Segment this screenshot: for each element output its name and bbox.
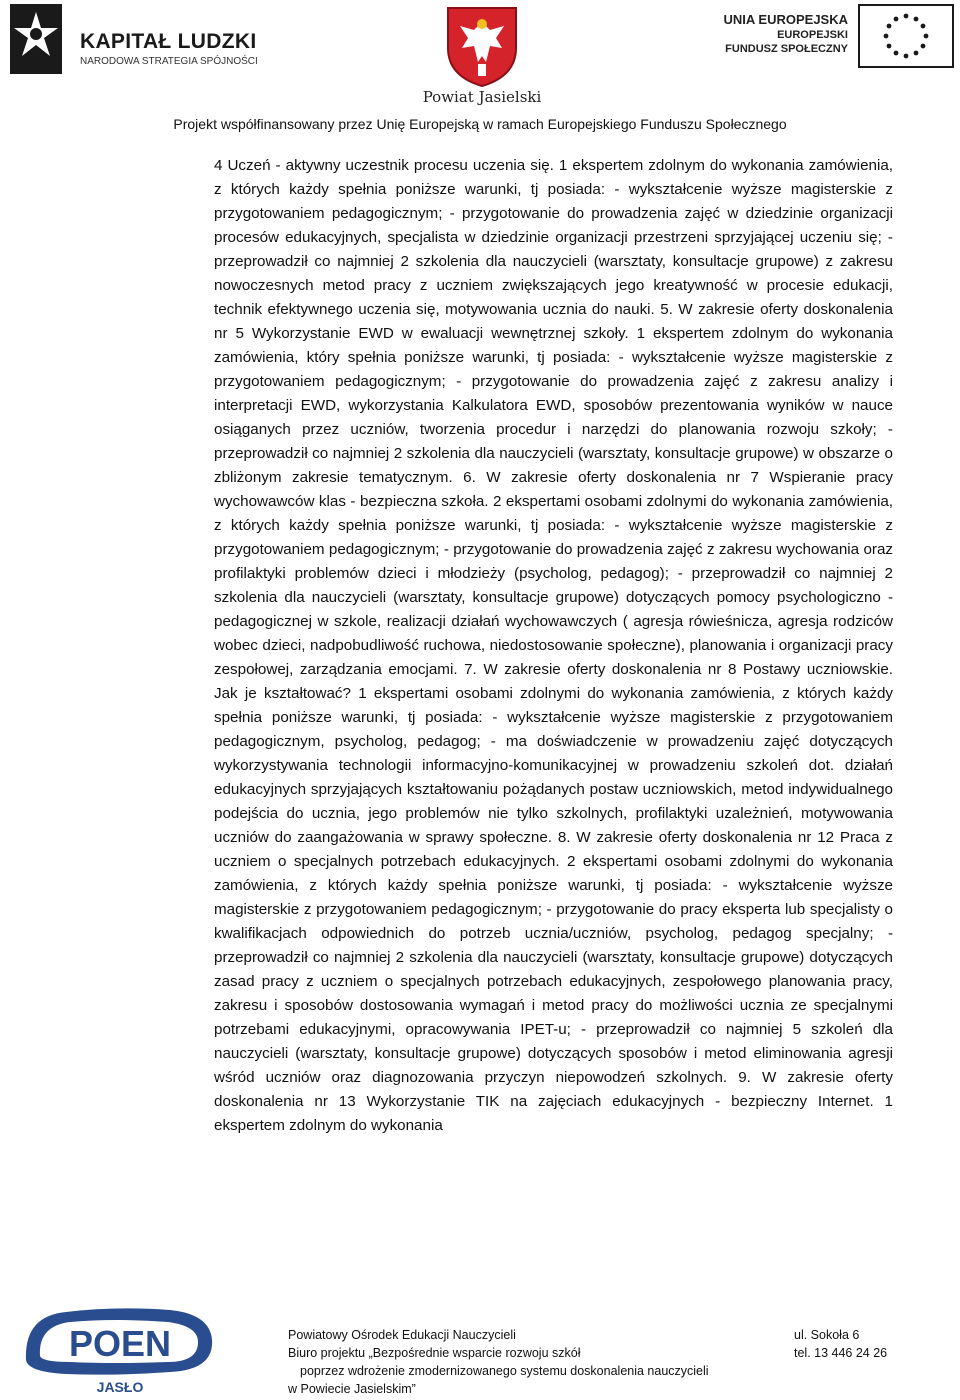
footer-org-name: Powiatowy Ośrodek Edukacji Nauczycieli <box>288 1328 516 1342</box>
eu-text <box>724 12 848 56</box>
footer-address: ul. Sokoła 6 <box>794 1328 860 1342</box>
eu-line-1: UNIA EUROPEJSKA <box>723 12 848 27</box>
eu-line-3: FUNDUSZ SPOŁECZNY <box>725 43 848 55</box>
page-header <box>0 0 960 140</box>
eu-logo <box>716 4 954 70</box>
kapital-ludzki-title: KAPITAŁ LUDZKI <box>80 30 257 53</box>
powiat-name: Powiat Jasielski <box>422 88 542 106</box>
document-body-text: 4 Uczeń - aktywny uczestnik procesu uczenia się. 1 ekspertem zdolnym do wykonania zamówienia, z których każdy spełnia poniższe warunki, tj posiada: - wykształcenie wyższe magisterskie z przygotowaniem pedagogicznym; - przygotowanie do prowadzenia zajęć w dziedzinie organizacji procesów edukacyjnych, specjalista w dziedzinie organizacji przestrzeni sprzyjającej uczeniu się; - przeprowadził co najmniej 2 szkolenia dla nauczycieli (warsztaty, konsultacje grupowe) z zakresu nowoczesnych metod pracy z uczniem zwiększających jego kreatywność w procesie edukacji, technik efektywnego uczenia się, motywowania ucznia do nauki. 5. W zakresie oferty doskonalenia nr 5 Wykorzystanie EWD w ewaluacji wewnętrznej szkoły. 1 ekspertem zdolnym do wykonania zamówienia, który spełnia poniższe warunki, tj posiada: - wykształcenie wyższe magisterskie z przygotowaniem pedagogicznym; - przygotowanie do prowadzenia zajęć z zakresu analizy i interpretacji EWD, wykorzystania Kalkulatora EWD, sposobów prezentowania wyników w nauce osiąganych przez uczniów, tworzenia procedur i narzędzi do planowania rozwoju szkoły; - przeprowadził co najmniej 2 szkolenia dla nauczycieli (warsztaty, konsultacje grupowe) w obszarze o zbliżonym zakresie tematycznym. 6. W zakresie oferty doskonalenia nr 7 Wspieranie pracy wychowawców klas - bezpieczna szkoła. 2 ekspertami osobami zdolnymi do wykonania zamówienia, z których każdy spełnia poniższe warunki, tj posiada: - wykształcenie wyższe magisterskie z przygotowaniem pedagogicznym; - przygotowanie do prowadzenia zajęć z zakresu wychowania oraz profilaktyki problemów dzieci i młodzieży (psycholog, pedagog); - przeprowadził co najmniej 2 szkolenia dla nauczycieli (warsztaty, konsultacje grupowe) dotyczących pomocy psychologiczno - pedagogicznej w szkole, realizacji działań wychowawczych ( agresja rówieśnicza, agresja rodziców wobec dzieci, nadpobudliwość ruchowa, niedostosowanie społeczne), planowania i organizacji pracy zespołowej, zarządzania emocjami. 7. W zakresie oferty doskonalenia nr 8 Postawy uczniowskie. Jak je kształtować? 1 ekspertami osobami zdolnymi do wykonania zamówienia, z których każdy spełnia poniższe warunki, tj posiada: - wykształcenie wyższe magisterskie z przygotowaniem pedagogicznym, psycholog, pedagog; - ma doświadczenie w prowadzeniu zajęć dotyczących wykorzystywania technologii informacyjno-komunikacyjnej w prowadzeniu szkoleń dot. działań edukacyjnych sprzyjających kształtowaniu pożądanych postaw uczniowskich, metod indywidualnego podejścia do ucznia, jego problemów nie tylko szkolnych, profilaktyki uzależnień, motywowania uczniów do zaangażowania w sprawy społeczne. 8. W zakresie oferty doskonalenia nr 12 Praca z uczniem o specjalnych potrzebach edukacyjnych. 2 ekspertami osobami zdolnymi do wykonania zamówienia, z których każdy spełnia poniższe warunki, tj posiada: - wykształcenie wyższe magisterskie z przygotowaniem pedagogicznym; - przygotowanie do pracy eksperta lub specjalisty o kwalifikacjach odpowiednich do potrzeb ucznia/uczniów, psycholog, pedagog specjalny; - przeprowadził co najmniej 2 szkolenia dla nauczycieli (warsztaty, konsultacje grupowe) dotyczących zasad pracy z uczniem o specjalnych potrzebach edukacyjnych, zespołowego planowania pracy, zakresu i sposobów dostosowania wymagań i metod pracy do możliwości ucznia ze specjalnymi potrzebami edukacyjnymi, opracowywania IPET-u; - przeprowadził co najmniej 5 szkoleń dla nauczycieli (warsztaty, konsultacje grupowe) dotyczących sposobów i metod eliminowania agresji wśród uczniów oraz diagnozowania przyczyn niepowodzeń szkolnych. 9. W zakresie oferty doskonalenia nr 13 Wykorzystanie TIK na zajęciach edukacyjnych - bezpieczny Internet. 1 ekspertem zdolnym do wykonania <box>214 157 893 1134</box>
funding-line: Projekt współfinansowany przez Unię Europejską w ramach Europejskiego Funduszu Społecznego <box>173 116 787 132</box>
page-footer <box>0 1296 960 1400</box>
footer-contact <box>794 1326 887 1362</box>
footer-organization <box>288 1326 709 1398</box>
footer-project-line: Biuro projektu „Bezpośrednie wsparcie rozwoju szkół <box>288 1346 581 1360</box>
svg-text:POEN: POEN <box>68 1323 172 1364</box>
eu-flag-icon <box>858 4 954 68</box>
kapital-ludzki-logo <box>10 4 260 74</box>
poen-logo <box>20 1300 220 1396</box>
footer-project-line-3: w Powiecie Jasielskim” <box>288 1382 416 1396</box>
powiat-crest-icon <box>444 4 520 88</box>
kapital-ludzki-subtitle: NARODOWA STRATEGIA SPÓJNOŚCI <box>80 56 258 67</box>
footer-phone: tel. 13 446 24 26 <box>794 1346 888 1360</box>
eu-line-2: EUROPEJSKI <box>777 29 848 41</box>
svg-text:JASŁO: JASŁO <box>96 1379 144 1395</box>
powiat-jasielski-logo <box>412 4 552 112</box>
footer-project-line-2: poprzez wdrożenie zmodernizowanego systemu doskonalenia nauczycieli <box>300 1364 709 1378</box>
kapital-ludzki-star-icon <box>10 4 62 74</box>
